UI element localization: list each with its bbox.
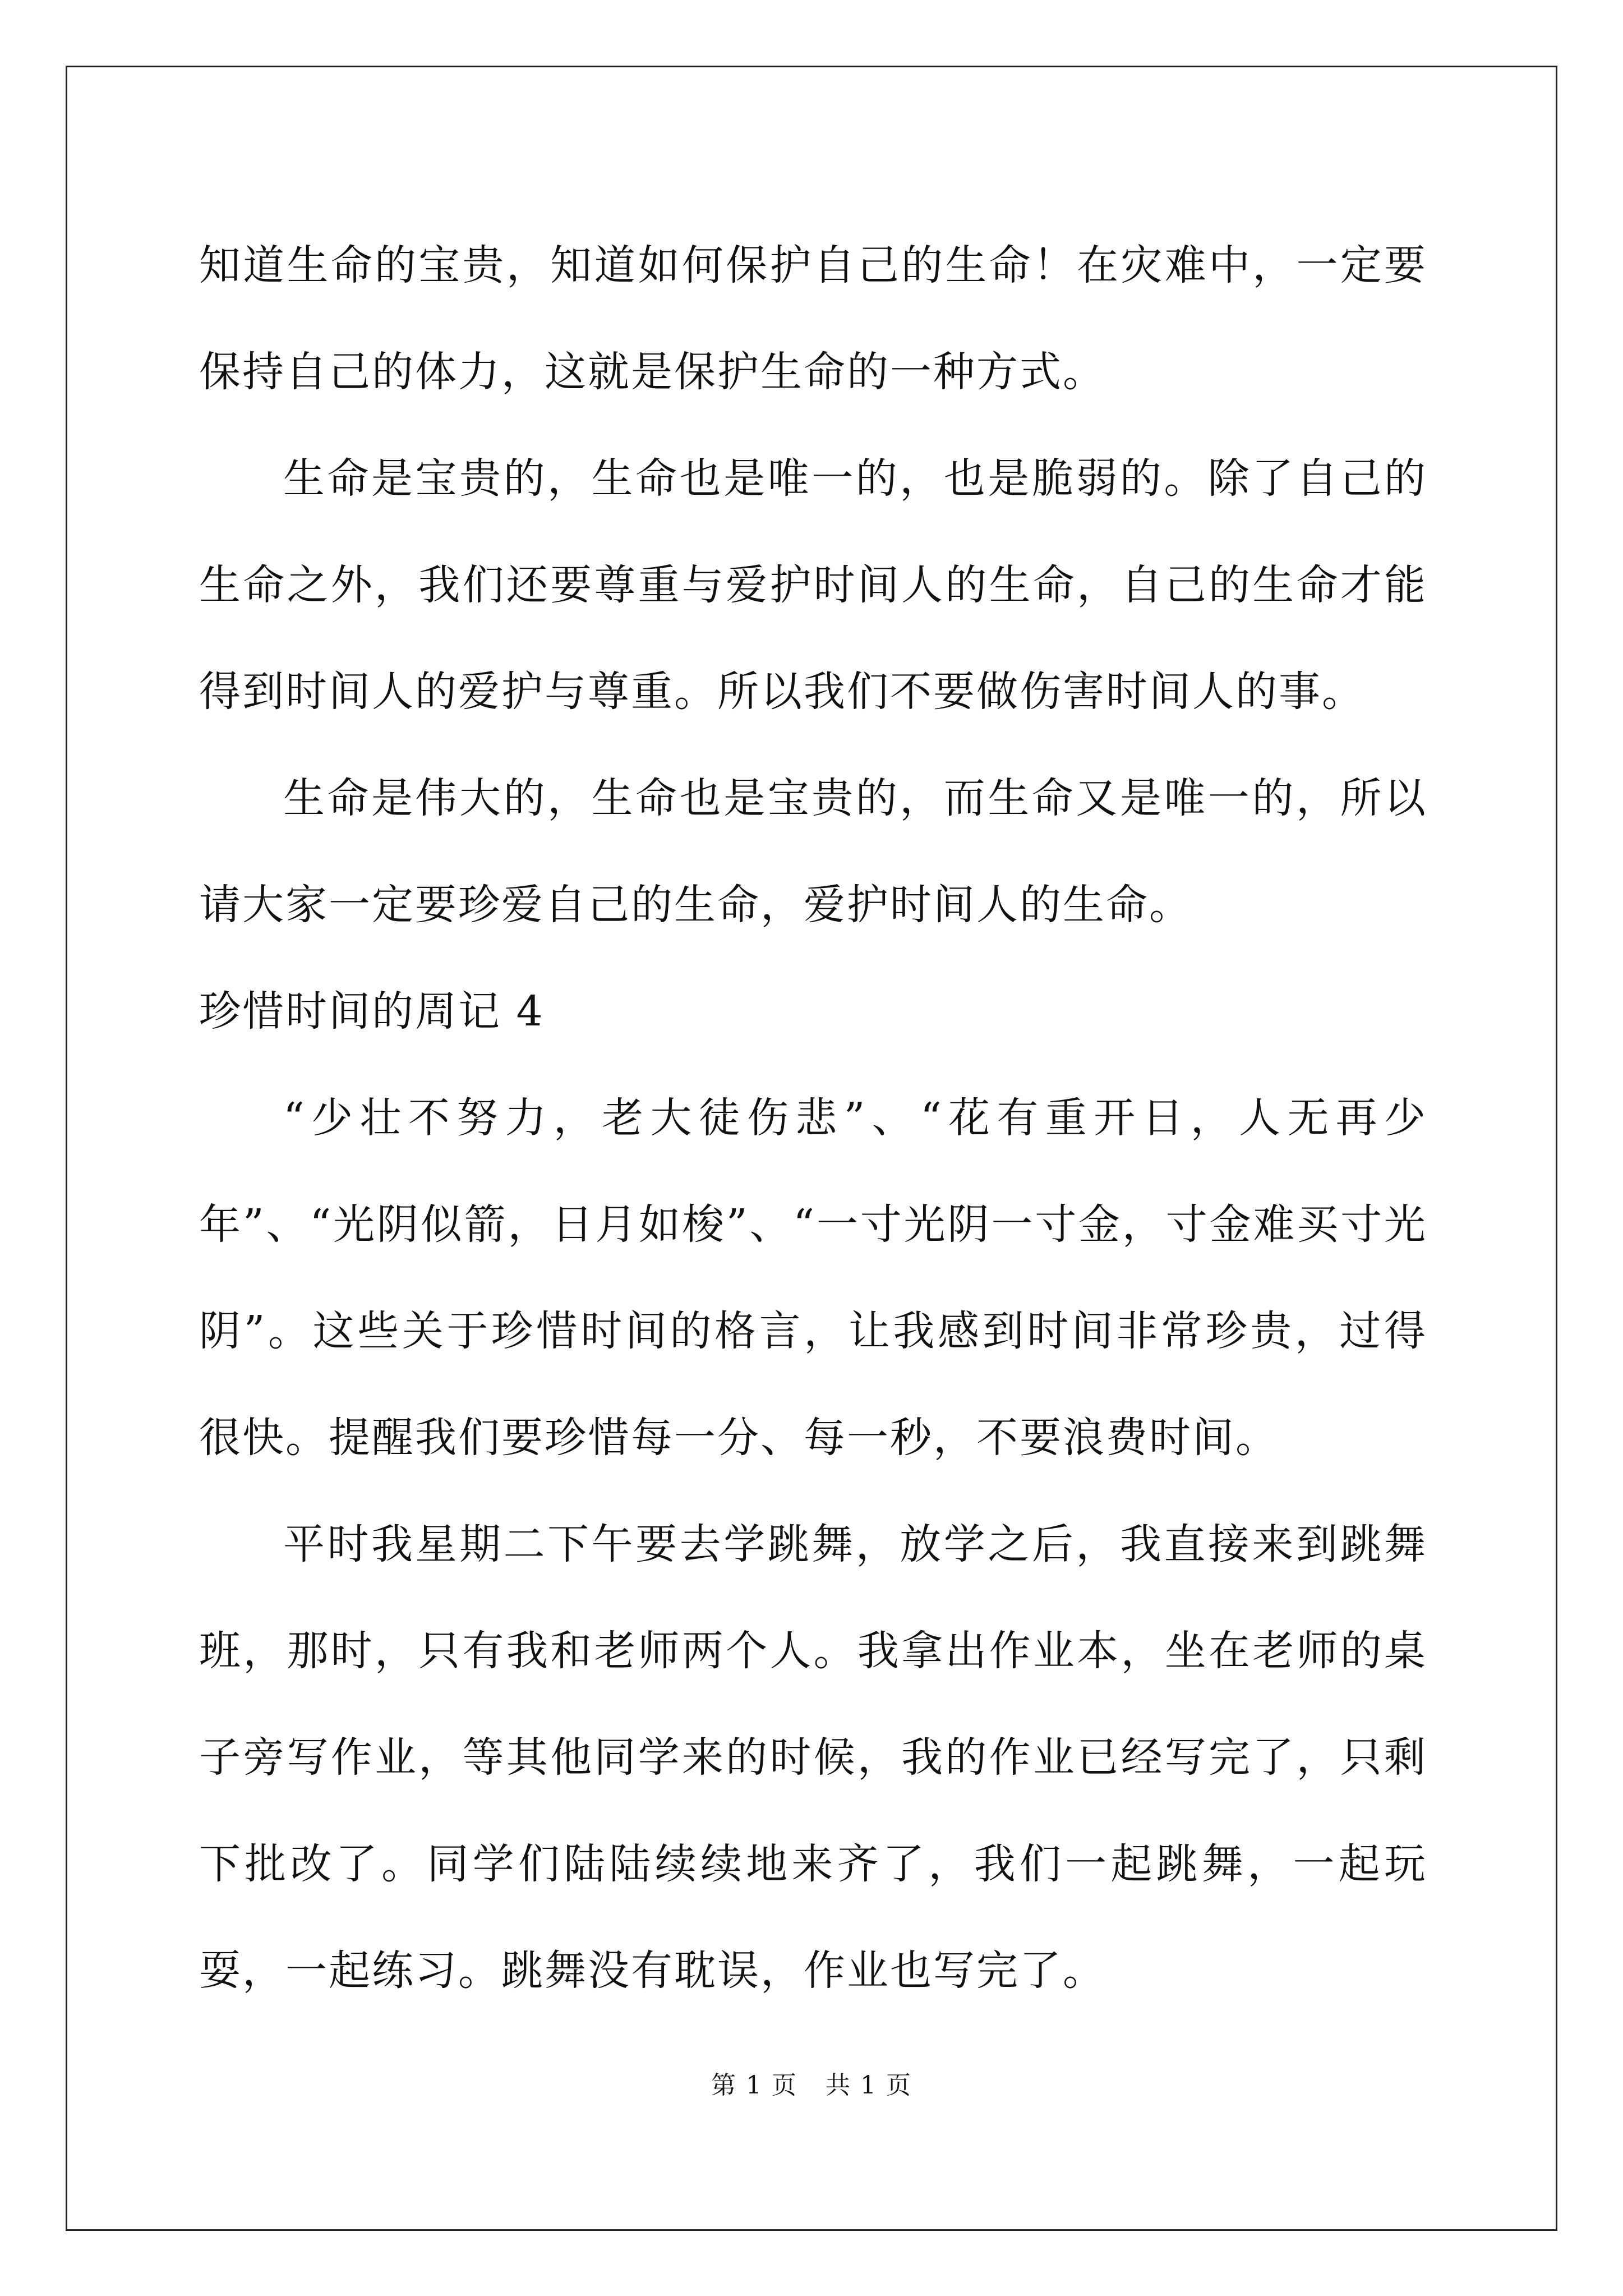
paragraph-1: 知道生命的宝贵，知道如何保护自己的生命！在灾难中，一定要保持自己的体力，这就是保护生命的一种方式。 — [199, 241, 1427, 396]
page-total: 共 1 页 — [826, 2071, 912, 2100]
document-body — [199, 212, 1427, 2024]
section-heading: 珍惜时间的周记 4 — [199, 987, 545, 1036]
page-number: 第 1 页 — [711, 2071, 797, 2100]
paragraph-4: “少壮不努力，老大徒伤悲”、“花有重开日，人无再少年”、“光阴似箭，日月如梭”、“一寸光阴一寸金，寸金难买寸光阴”。这些关于珍惜时间的格言，让我感到时间非常珍贵，过得很快。提醒我们要珍惜每一分、每一秒，不要浪费时间。 — [199, 1094, 1427, 1462]
paragraph-5: 平时我星期二下午要去学跳舞，放学之后，我直接来到跳舞班，那时，只有我和老师两个人。我拿出作业本，坐在老师的桌子旁写作业，等其他同学来的时候，我的作业已经写完了，只剩下批改了。同学们陆陆续续地来齐了，我们一起跳舞，一起玩耍，一起练习。跳舞没有耽误，作业也写完了。 — [199, 1520, 1427, 1995]
page-footer — [0, 2069, 1623, 2102]
paragraph-3: 生命是伟大的，生命也是宝贵的，而生命又是唯一的，所以请大家一定要珍爱自己的生命，爱护时间人的生命。 — [199, 774, 1427, 929]
paragraph-2: 生命是宝贵的，生命也是唯一的，也是脆弱的。除了自己的生命之外，我们还要尊重与爱护时间人的生命，自己的生命才能得到时间人的爱护与尊重。所以我们不要做伤害时间人的事。 — [199, 454, 1427, 716]
